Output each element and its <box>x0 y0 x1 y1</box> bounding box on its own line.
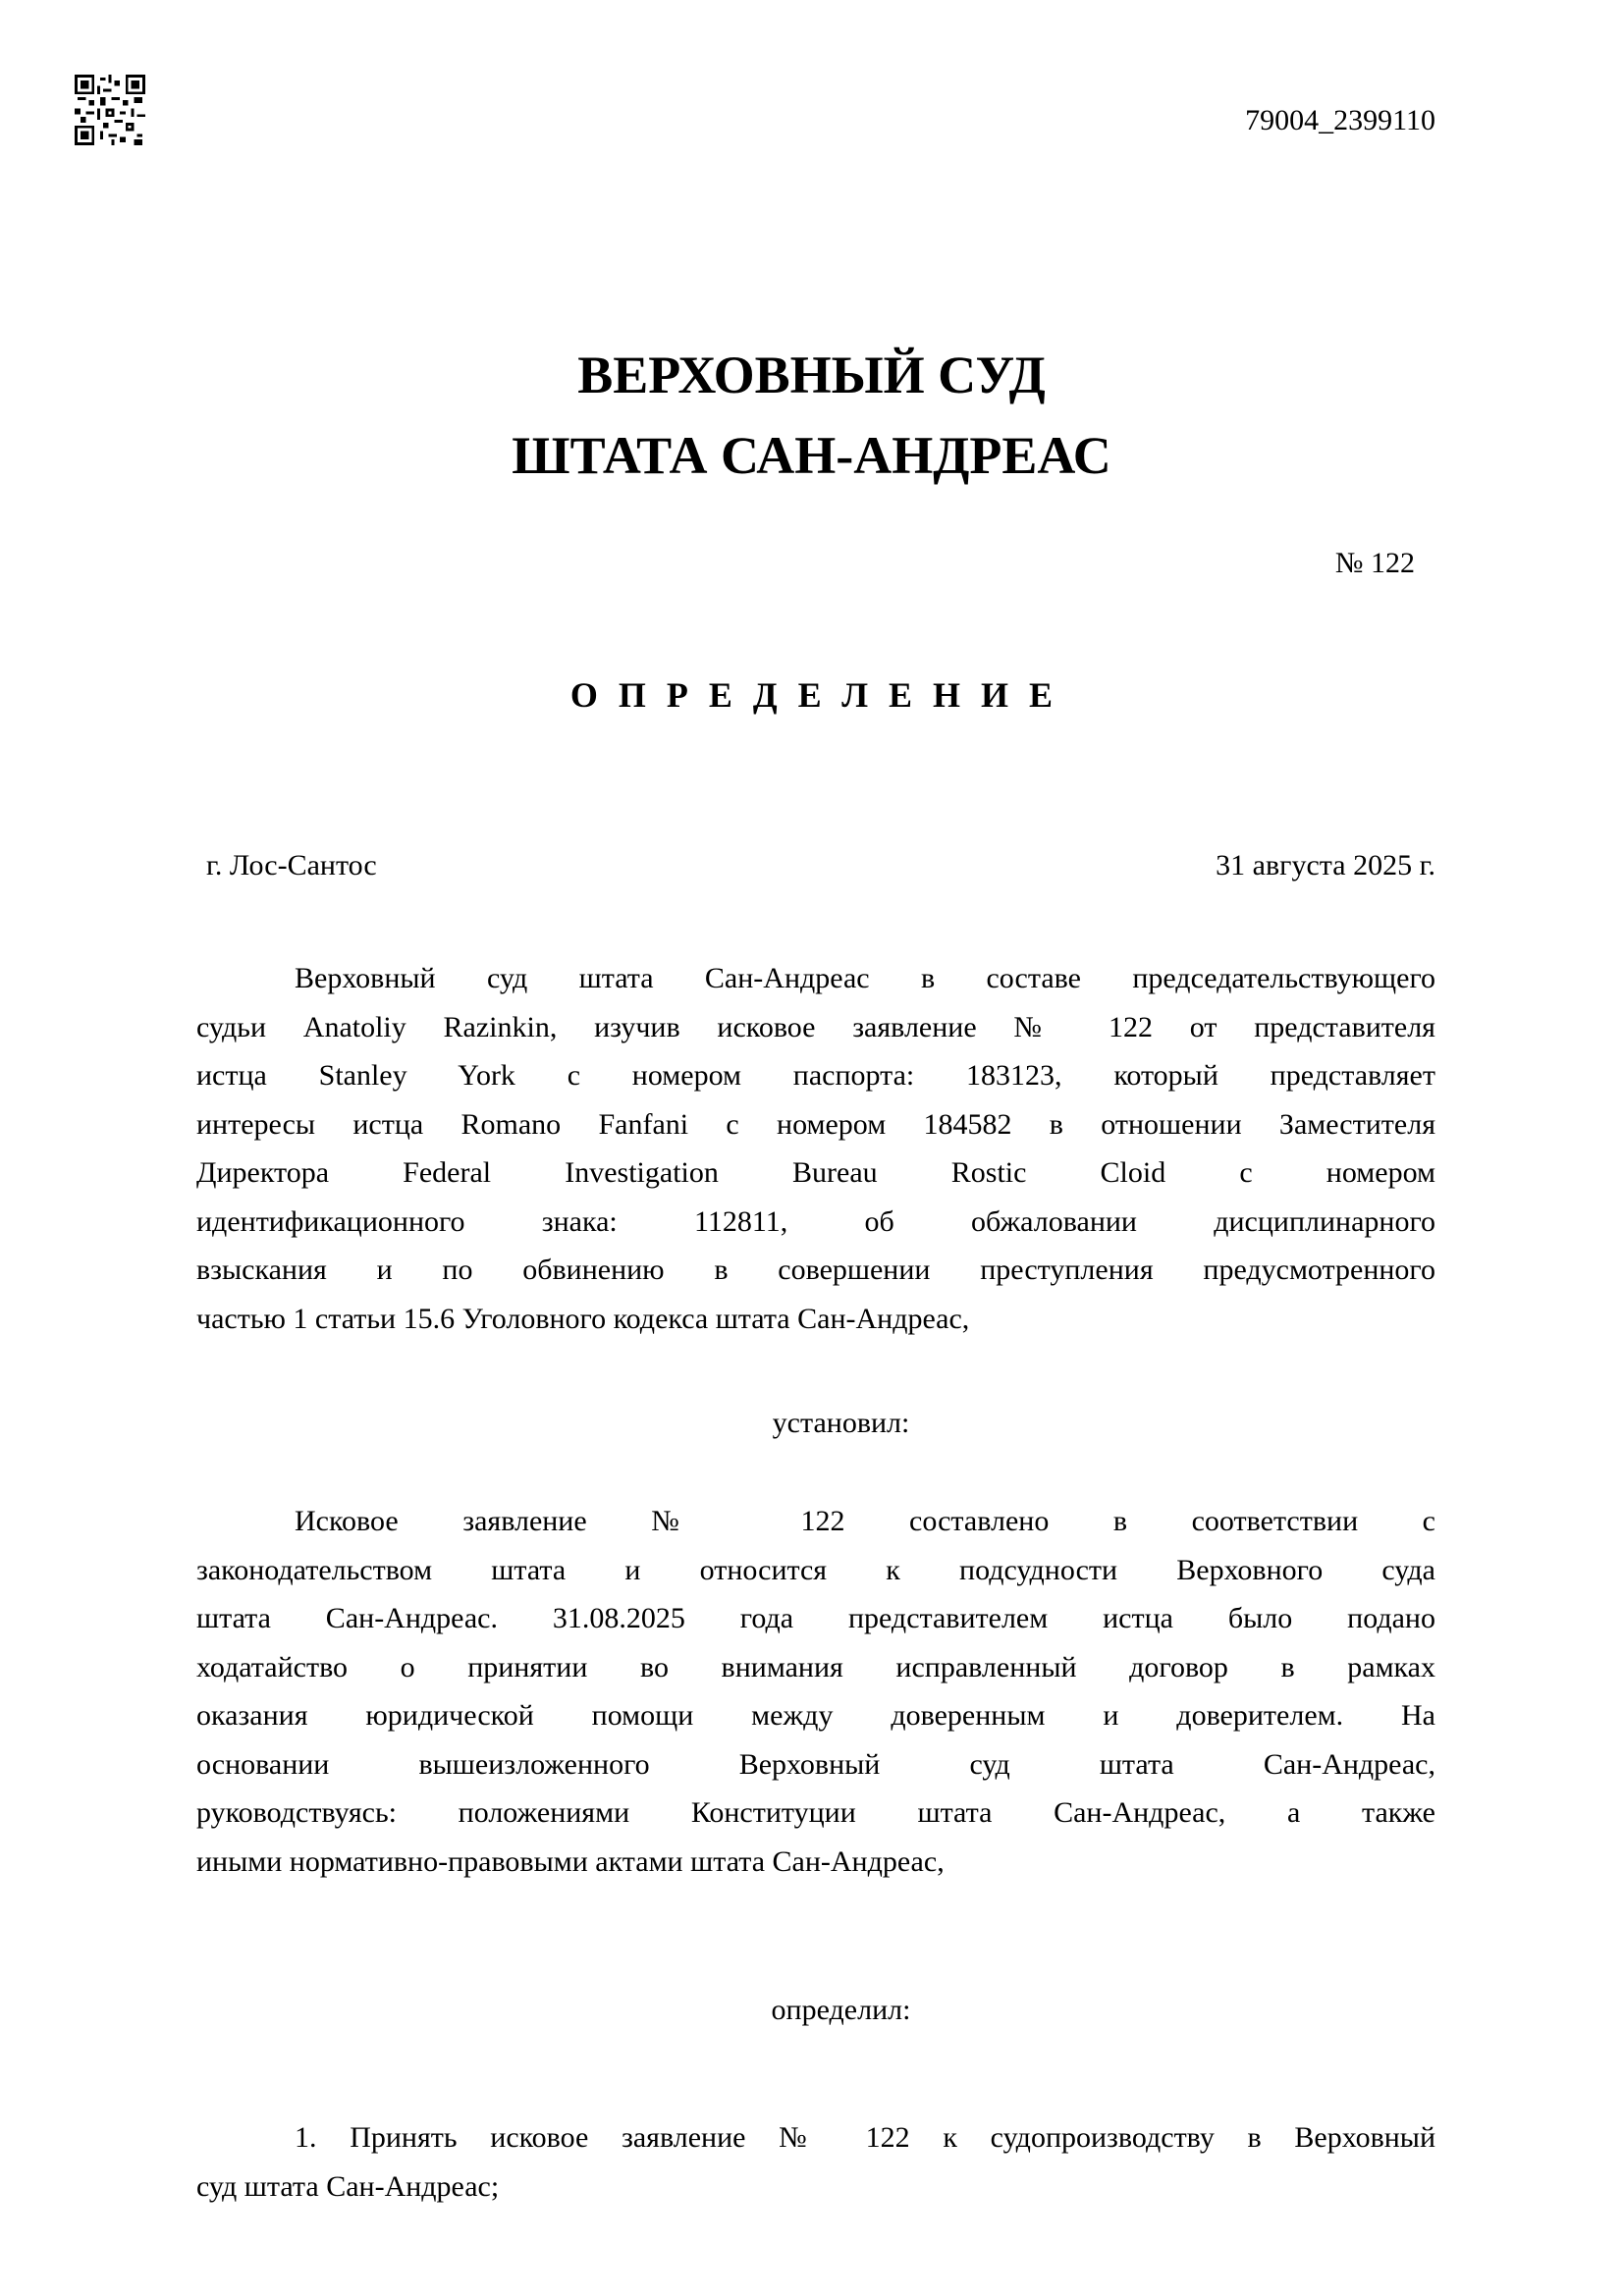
text-line: Исковое заявление № 122 составлено в соответствии с <box>295 1505 1435 1537</box>
text-line: Верховный суд штата Сан-Андреас в составе председательствующего <box>295 962 1435 994</box>
established-heading: установил: <box>772 1407 910 1439</box>
case-number: № 122 <box>1334 547 1415 579</box>
text-line: законодательством штата и относится к подсудности Верховного суда <box>196 1553 1435 1586</box>
text-line: иными нормативно-правовыми актами штата Сан-Андреас, <box>196 1844 945 1878</box>
text-line: истца Stanley York с номером паспорта: 183123, который представляет <box>196 1059 1435 1092</box>
text-line: штата Сан-Андреас. 31.08.2025 года представителем истца было подано <box>196 1602 1435 1634</box>
text-line: идентификационного знака: 112811, об обжаловании дисциплинарного <box>196 1204 1435 1238</box>
decision-item-1 <box>196 2113 1435 2211</box>
text-line: 1. Принять исковое заявление № 122 к судопроизводству в Верховный <box>295 2121 1435 2154</box>
text-line: руководствуясь: положениями Конституции штата Сан-Андреас, а также <box>196 1796 1435 1829</box>
intro-paragraph <box>196 954 1435 1343</box>
court-name-line-2: ШТАТА САН-АНДРЕАС <box>512 426 1111 485</box>
qr-code <box>75 75 145 145</box>
text-line: оказания юридической помощи между доверенным и доверителем. На <box>196 1699 1435 1732</box>
court-name-line-1: ВЕРХОВНЫЙ СУД <box>577 346 1046 404</box>
text-line: Директора Federal Investigation Bureau Rostic Cloid с номером <box>196 1156 1435 1189</box>
text-line: судьи Anatoliy Razinkin, изучив исковое заявление № 122 от представителя <box>196 1010 1435 1043</box>
text-line: частью 1 статьи 15.6 Уголовного кодекса штата Сан-Андреас, <box>196 1302 970 1335</box>
document-id: 79004_2399110 <box>1245 104 1435 136</box>
decided-heading: определил: <box>771 1994 911 2026</box>
text-line: основании вышеизложенного Верховный суд штата Сан-Андреас, <box>196 1747 1435 1781</box>
text-line: суд штата Сан-Андреас; <box>196 2169 500 2203</box>
established-paragraph <box>196 1497 1435 1886</box>
text-line: интересы истца Romano Fanfani с номером 184582 в отношении Заместителя <box>196 1107 1435 1141</box>
date: 31 августа 2025 г. <box>1216 849 1435 881</box>
text-line: ходатайство о принятии во внимания исправленный договор в рамках <box>196 1650 1435 1683</box>
document-type-heading: ОПРЕДЕЛЕНИЕ <box>569 675 1074 715</box>
text-line: взыскания и по обвинению в совершении преступления предусмотренного <box>196 1254 1435 1286</box>
place: г. Лос-Сантос <box>206 849 377 881</box>
